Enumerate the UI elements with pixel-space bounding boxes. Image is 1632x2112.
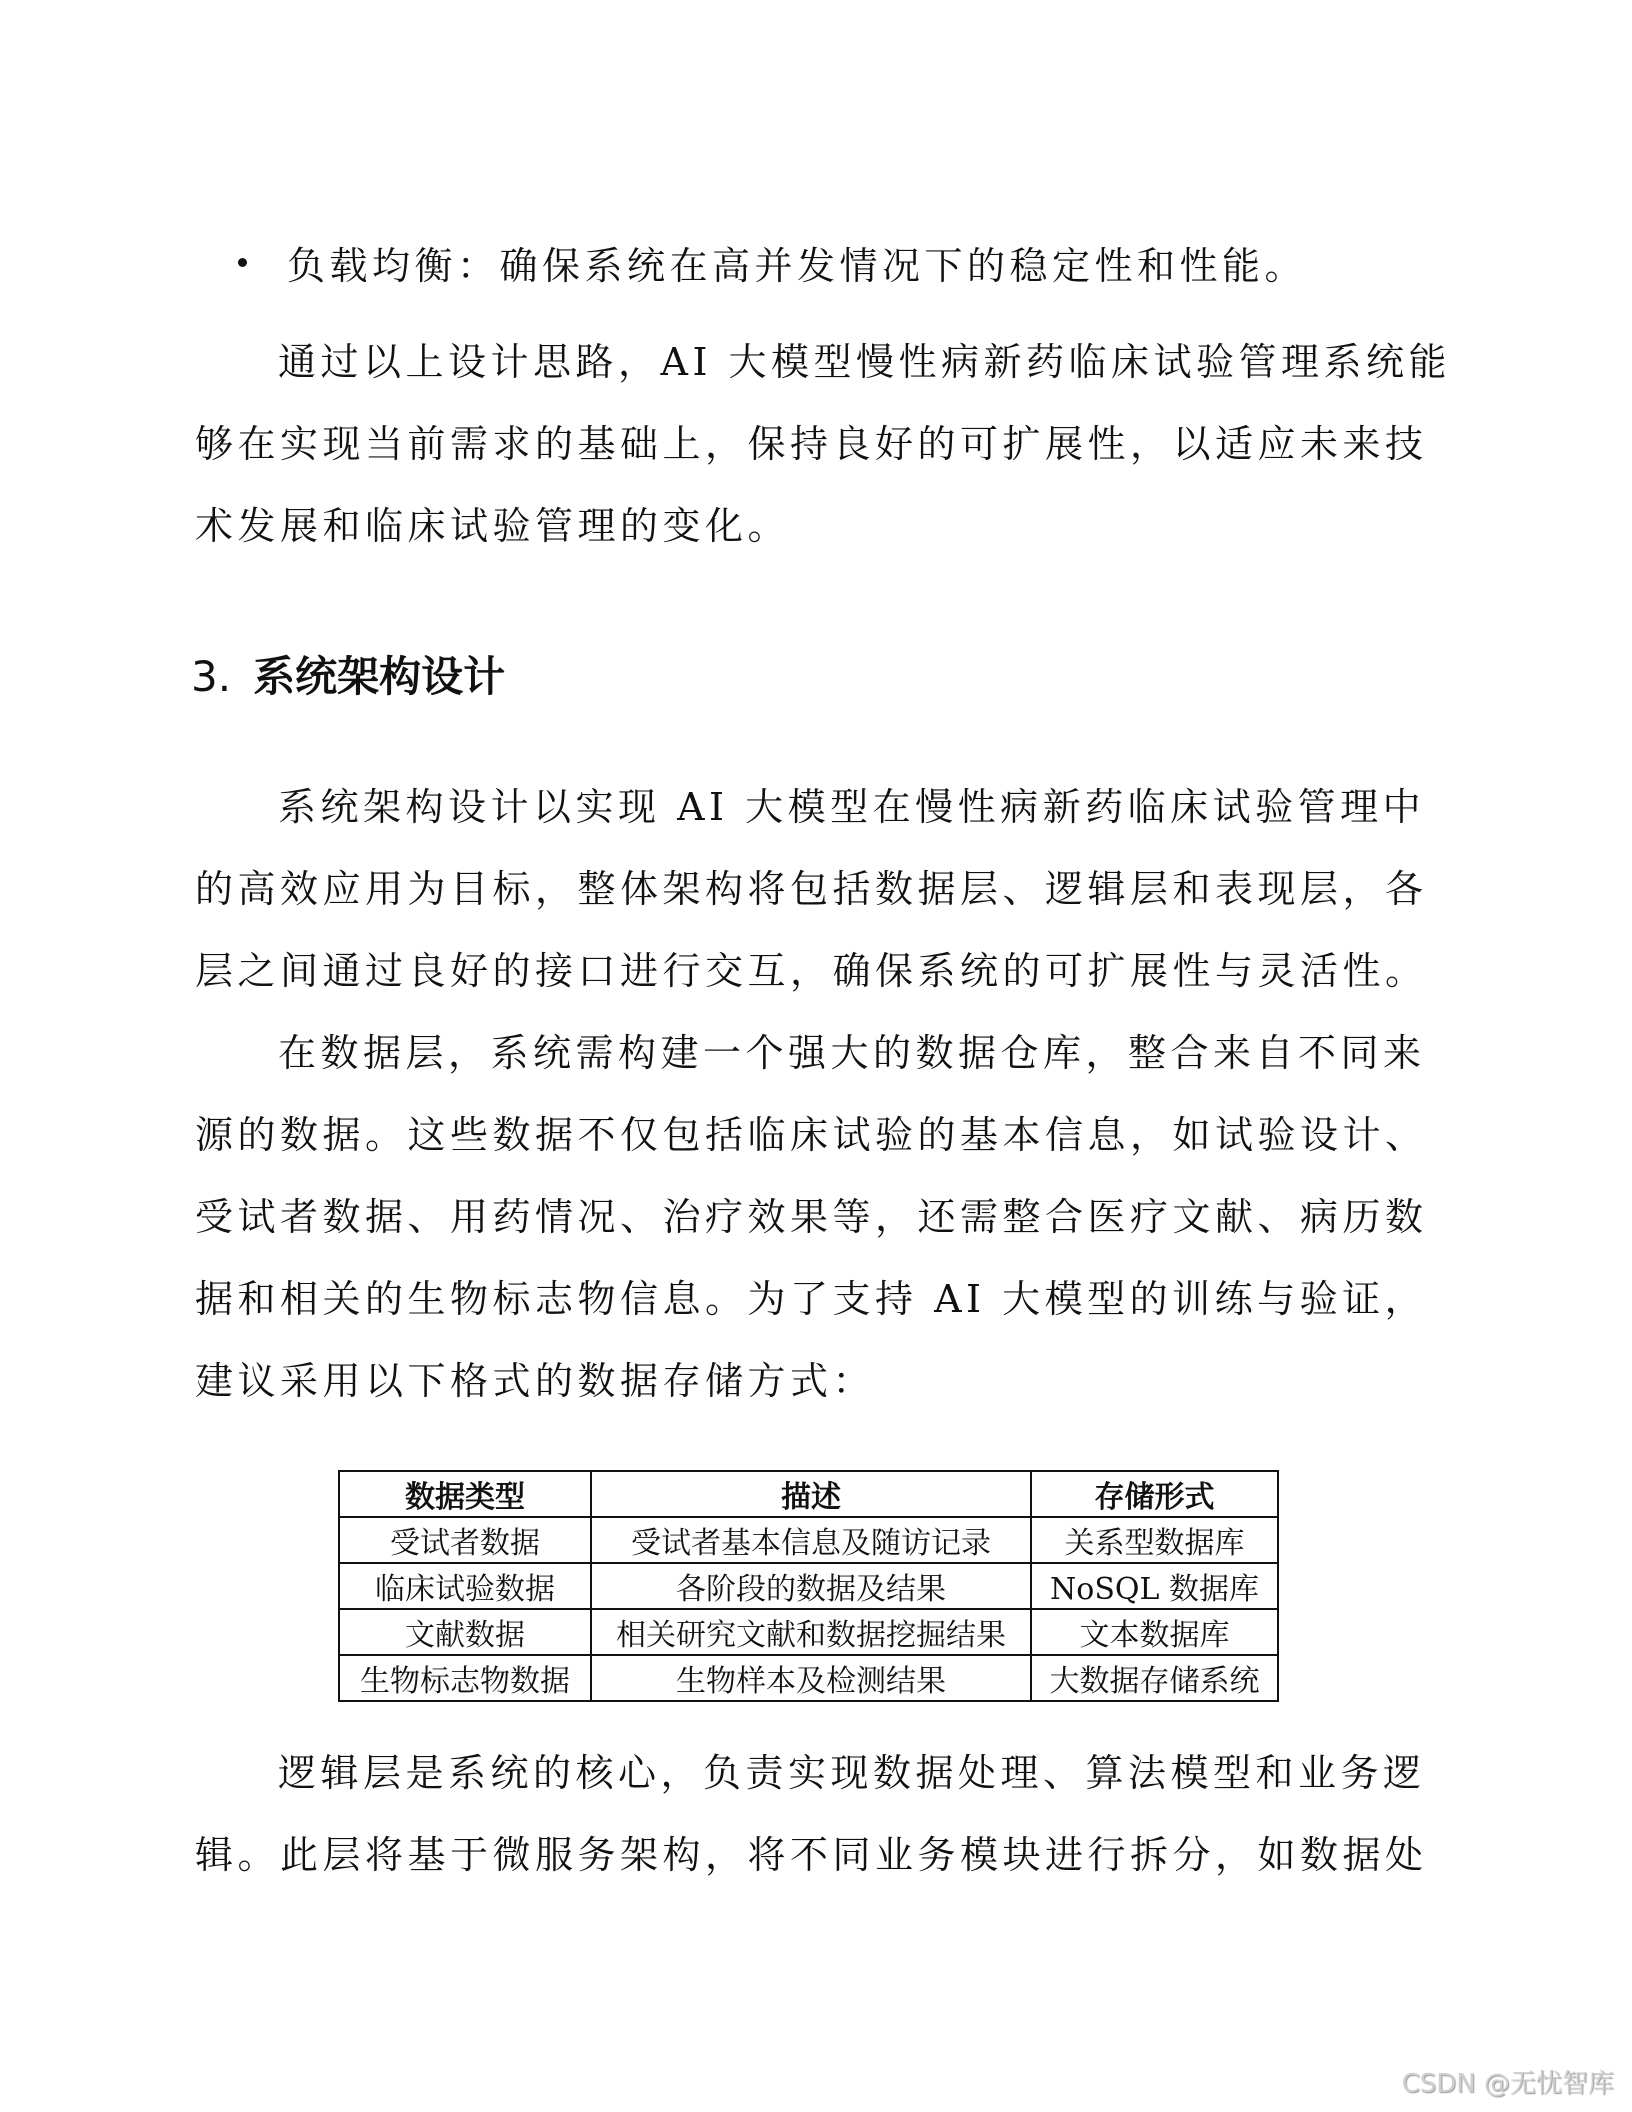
- table-row: [339, 1563, 1278, 1609]
- data-storage-table: [338, 1470, 1279, 1702]
- table-cell: 生物样本及检测结果: [591, 1655, 1031, 1701]
- table-cell: 受试者基本信息及随访记录: [591, 1517, 1031, 1563]
- table-cell: 相关研究文献和数据挖掘结果: [591, 1609, 1031, 1655]
- table-cell: NoSQL 数据库: [1031, 1563, 1278, 1609]
- paragraph-line: 建议采用以下格式的数据存储方式：: [195, 1359, 876, 1403]
- table-cell: 关系型数据库: [1031, 1517, 1278, 1563]
- table-cell: 文本数据库: [1031, 1609, 1278, 1655]
- bullet-text: 负载均衡：确保系统在高并发情况下的稳定性和性能。: [287, 244, 1308, 288]
- table-header-row: [339, 1471, 1278, 1517]
- section-title: 系统架构设计: [253, 652, 506, 701]
- paragraph-line: 受试者数据、用药情况、治疗效果等，还需整合医疗文献、病历数: [195, 1195, 1428, 1239]
- table-cell: 大数据存储系统: [1031, 1655, 1278, 1701]
- column-header-data-type: 数据类型: [339, 1471, 591, 1517]
- table-row: [339, 1609, 1278, 1655]
- paragraph-line: 源的数据。这些数据不仅包括临床试验的基本信息，如试验设计、: [195, 1113, 1428, 1157]
- bullet-icon: [238, 258, 247, 267]
- section-heading: [191, 651, 505, 703]
- paragraph-line: 的高效应用为目标，整体架构将包括数据层、逻辑层和表现层，各: [195, 867, 1428, 911]
- table-cell: 文献数据: [339, 1609, 591, 1655]
- paragraph-line: 在数据层，系统需构建一个强大的数据仓库，整合来自不同来: [278, 1031, 1426, 1075]
- table-cell: 临床试验数据: [339, 1563, 591, 1609]
- paragraph-line: 逻辑层是系统的核心，负责实现数据处理、算法模型和业务逻: [278, 1751, 1426, 1795]
- table-cell: 各阶段的数据及结果: [591, 1563, 1031, 1609]
- paragraph-line: 通过以上设计思路，AI 大模型慢性病新药临床试验管理系统能: [278, 340, 1452, 384]
- paragraph-line: 术发展和临床试验管理的变化。: [195, 504, 791, 548]
- table-row: [339, 1517, 1278, 1563]
- paragraph-line: 够在实现当前需求的基础上，保持良好的可扩展性，以适应未来技: [195, 422, 1428, 466]
- csdn-watermark: CSDN @无忧智库: [1401, 2069, 1614, 2099]
- table-row: [339, 1655, 1278, 1701]
- table-cell: 受试者数据: [339, 1517, 591, 1563]
- paragraph-line: 层之间通过良好的接口进行交互，确保系统的可扩展性与灵活性。: [195, 949, 1428, 993]
- column-header-storage-form: 存储形式: [1031, 1471, 1278, 1517]
- paragraph-line: 系统架构设计以实现 AI 大模型在慢性病新药临床试验管理中: [278, 785, 1426, 829]
- column-header-description: 描述: [591, 1471, 1031, 1517]
- section-number: 3.: [191, 652, 232, 701]
- paragraph-line: 据和相关的生物标志物信息。为了支持 AI 大模型的训练与验证，: [195, 1277, 1428, 1321]
- table-cell: 生物标志物数据: [339, 1655, 591, 1701]
- paragraph-line: 辑。此层将基于微服务架构，将不同业务模块进行拆分，如数据处: [195, 1833, 1428, 1877]
